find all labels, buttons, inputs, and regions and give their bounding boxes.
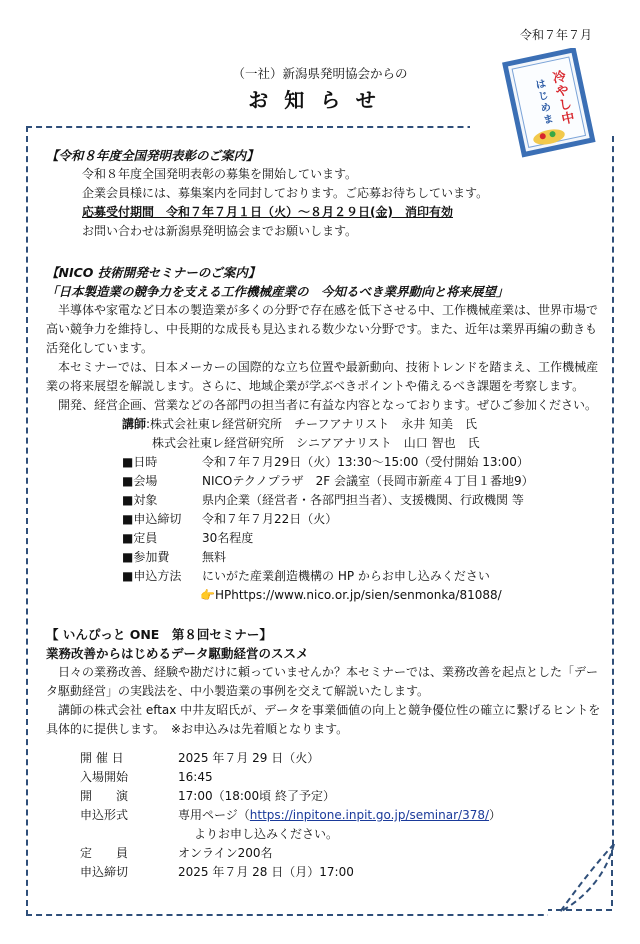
section-nico-seminar	[46, 263, 602, 605]
event-row	[80, 844, 602, 863]
svg-text:中: 中	[560, 110, 577, 128]
seminar-url-link[interactable]: https://inpitone.inpit.go.jp/seminar/378/	[249, 808, 490, 822]
apply-prefix: 専用ページ（	[178, 808, 250, 822]
event-row	[80, 825, 602, 844]
detail-row	[122, 510, 602, 529]
svg-text:冷: 冷	[551, 69, 568, 87]
detail-value: 無料	[202, 550, 227, 564]
hp-link-line	[46, 586, 602, 605]
detail-value: 令和７年７月22日（火）	[202, 512, 338, 526]
event-label: 入場開始	[80, 770, 129, 784]
detail-row	[122, 453, 602, 472]
detail-label: ■会場	[122, 474, 158, 488]
seminar-details	[46, 453, 602, 586]
detail-label: ■日時	[122, 455, 158, 469]
event-value	[178, 806, 501, 825]
detail-value: NICOテクノプラザ 2F 会議室（長岡市新産４丁目１番地9）	[202, 474, 534, 488]
detail-row	[122, 567, 602, 586]
paragraph: 講師の株式会社 eftax 中井友昭氏が、データを事業価値の向上と競争優位性の確立に繋げるヒントを具体的に提供します。 ※お申込みは先着順となります。	[46, 703, 601, 736]
apply-suffix: ）	[489, 808, 502, 822]
event-row	[80, 768, 602, 787]
text-line: 企業会員様には、募集案内を同封しております。ご応募お待ちしています。	[82, 186, 489, 200]
lecturer-2: 株式会社東レ経営研究所 シニアアナリスト 山口 智也 氏	[152, 436, 480, 450]
event-value: よりお申し込みください。	[194, 827, 339, 841]
event-value: 16:45	[178, 770, 213, 784]
svg-text:め: め	[540, 102, 553, 115]
hp-url-link[interactable]: HPhttps://www.nico.or.jp/sien/senmonka/81088/	[214, 588, 502, 602]
event-value: オンライン200名	[178, 846, 273, 860]
event-row	[80, 863, 602, 882]
detail-row	[122, 491, 602, 510]
event-label: 開 催 日	[80, 751, 124, 765]
document-subtitle: （一社）新潟県発明協会からの	[232, 66, 408, 81]
event-value: 2025 年７月 28 日（月）17:00	[178, 865, 354, 879]
event-label: 開 演	[80, 789, 129, 803]
hiyashi-chuka-banner-icon	[500, 48, 600, 158]
document-date: 令和７年７月	[519, 28, 592, 42]
section-heading: 【 いんぴっと ONE 第８回セミナー】	[46, 627, 272, 642]
event-label: 申込形式	[80, 808, 129, 822]
detail-label: ■対象	[122, 493, 158, 507]
seminar-title: 「日本製造業の競争力を支える工作機械産業の 今知るべき業界動向と将来展望」	[46, 284, 509, 299]
svg-text:じ: じ	[537, 90, 550, 104]
detail-label: ■申込締切	[122, 512, 182, 526]
detail-value: 30名程度	[202, 531, 254, 545]
detail-label: ■参加費	[122, 550, 170, 564]
paragraph: 開発、経営企画、営業などの各部門の担当者に有益な内容となっております。ぜひご参加ください。	[58, 398, 598, 412]
detail-row	[122, 548, 602, 567]
svg-text:は: は	[535, 78, 548, 92]
notice-content	[46, 146, 602, 882]
svg-text:し: し	[557, 96, 574, 115]
event-row	[80, 749, 602, 768]
event-value: 17:00（18:00頃 終了予定）	[178, 789, 335, 803]
event-row	[80, 806, 602, 825]
lecturer-line	[46, 415, 602, 434]
event-row	[80, 787, 602, 806]
paragraph: 本セミナーでは、日本メーカーの国際的な立ち位置や最新動向、技術トレンドを踏まえ、工作機械産業の将来展望を解説します。さらに、地域企業が学ぶべきポイントや備えるべき課題を考察します。	[46, 360, 599, 393]
detail-value: 令和７年７月29日（火）13:30～15:00（受付開始 13:00）	[202, 455, 529, 469]
section-inpit-seminar	[46, 625, 602, 882]
section-heading: 【NICO 技術開発セミナーのご案内】	[46, 265, 261, 280]
event-details	[46, 749, 602, 882]
event-value: 2025 年７月 29 日（火）	[178, 751, 320, 765]
section-heading: 【令和８年度全国発明表彰のご案内】	[46, 148, 259, 163]
application-period: 応募受付期間 令和７年７月１日（火）～８月２９日(金) 消印有効	[82, 205, 453, 219]
paragraph: 日々の業務改善、経験や勘だけに頼っていませんか？本セミナーでは、業務改善を起点とした「データ駆動経営」の実践法を、中小製造業の事例を交えて解説いたします。	[46, 665, 599, 698]
detail-row	[122, 529, 602, 548]
text-line: お問い合わせは新潟県発明協会までお願いします。	[82, 224, 358, 238]
lecturer-label: 講師	[122, 417, 147, 431]
detail-label: ■申込方法	[122, 569, 182, 583]
event-label: 定 員	[80, 846, 129, 860]
seminar-title: 業務改善からはじめるデータ駆動経営のススメ	[46, 646, 309, 661]
paragraph: 半導体や家電など日本の製造業が多くの分野で存在感を低下させる中、工作機械産業は、世界市場で高い競争力を維持し、中長期的な成長も見込まれる数少ない分野です。また、近年は業界再編の動きも活発化しています。	[46, 303, 599, 355]
pointing-hand-icon: 👉	[200, 588, 215, 602]
detail-label: ■定員	[122, 531, 158, 545]
document-title: お知らせ	[248, 88, 392, 112]
svg-text:や: や	[554, 82, 571, 101]
text-line: 令和８年度全国発明表彰の募集を開始しています。	[82, 167, 358, 181]
empty-label	[80, 825, 178, 844]
svg-text:ま: ま	[542, 113, 555, 127]
detail-value: にいがた産業創造機構の HP からお申し込みください	[202, 569, 490, 583]
section-invention-awards	[46, 146, 602, 241]
detail-row	[122, 472, 602, 491]
lecturer-1: :株式会社東レ経営研究所 チーフアナリスト 永井 知美 氏	[146, 417, 478, 431]
event-label: 申込締切	[80, 865, 129, 879]
detail-value: 県内企業（経営者・各部門担当者）、支援機関、行政機関 等	[202, 493, 524, 507]
